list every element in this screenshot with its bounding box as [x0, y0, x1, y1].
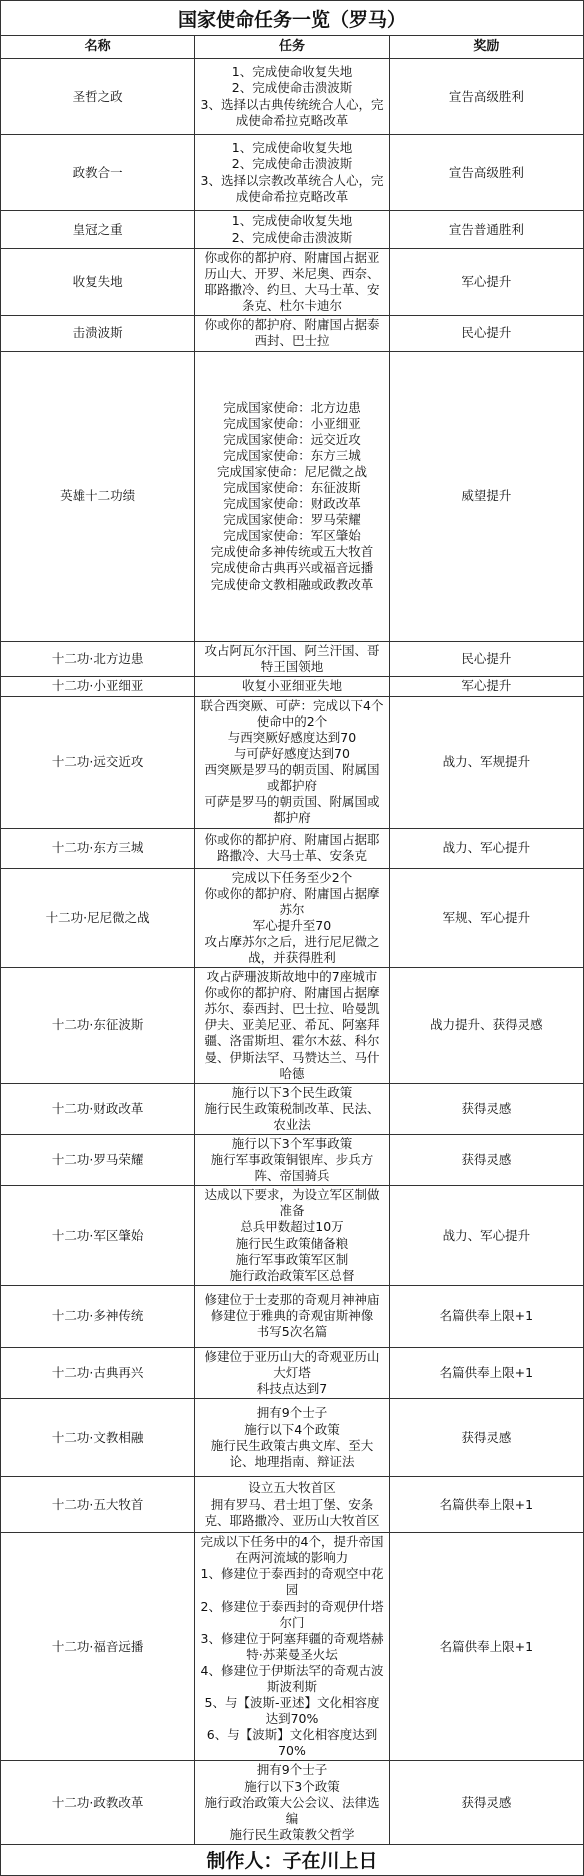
mission-task	[195, 1135, 389, 1186]
task-line: 可萨是罗马的朝贡国、附属国或都护府	[204, 794, 380, 826]
task-line: 完成使命文教相融或政教改革	[210, 576, 374, 592]
task-line: 完成国家使命：北方边患	[223, 399, 361, 415]
mission-reward: 获得灵感	[389, 1761, 583, 1844]
table-row	[1, 1399, 584, 1477]
mission-reward: 获得灵感	[389, 1399, 583, 1477]
task-line: 施行民生政策税制改革、民法、农业法	[204, 1100, 380, 1132]
table-row	[1, 828, 584, 868]
mission-reward: 宣告高级胜利	[389, 59, 583, 135]
task-line: 1、完成使命收复失地	[231, 213, 353, 229]
table-row	[1, 316, 584, 351]
mission-reward: 获得灵感	[389, 1135, 583, 1186]
table-row	[1, 1477, 584, 1533]
mission-name: 十二功·文教相融	[1, 1399, 195, 1477]
mission-name: 十二功·尼尼微之战	[1, 868, 195, 968]
mission-reward: 名篇供奉上限+1	[389, 1285, 583, 1347]
table-row	[1, 676, 584, 696]
mission-reward: 民心提升	[389, 316, 583, 351]
mission-reward: 名篇供奉上限+1	[389, 1533, 583, 1761]
task-line: 书写5次名篇	[256, 1324, 328, 1340]
mission-name: 圣哲之政	[1, 59, 195, 135]
mission-reward: 战力、军心提升	[389, 1186, 583, 1286]
task-line: 完成国家使命：东征波斯	[223, 479, 361, 495]
mission-name: 十二功·东征波斯	[1, 968, 195, 1084]
page-title: 国家使命任务一览（罗马）	[1, 1, 584, 36]
table-row	[1, 1186, 584, 1286]
title-row	[1, 1, 584, 36]
task-line: 修建位于士麦那的奇观月神神庙	[204, 1292, 380, 1308]
mission-task	[195, 1083, 389, 1134]
task-line: 设立五大牧首区	[248, 1480, 336, 1496]
mission-reward: 军心提升	[389, 676, 583, 696]
mission-name: 十二功·财政改革	[1, 1083, 195, 1134]
task-line: 收复小亚细亚失地	[241, 678, 342, 694]
mission-task	[195, 1347, 389, 1398]
mission-task	[195, 249, 389, 316]
task-line: 5、与【波斯-亚述】文化相容度达到70%	[204, 1695, 380, 1727]
mission-task	[195, 676, 389, 696]
mission-task	[195, 1285, 389, 1347]
table-row	[1, 968, 584, 1084]
task-line: 1、完成使命收复失地	[231, 64, 353, 80]
task-line: 完成国家使命：军区肇始	[223, 528, 361, 544]
mission-reward: 威望提升	[389, 351, 583, 641]
task-line: 3、修建位于阿塞拜疆的奇观塔赫特·苏莱曼圣火坛	[200, 1630, 384, 1662]
mission-name: 收复失地	[1, 249, 195, 316]
task-line: 完成国家使命：东方三城	[223, 447, 361, 463]
mission-task	[195, 1761, 389, 1844]
task-line: 2、完成使命击溃波斯	[231, 229, 353, 245]
task-line: 3、选择以古典传统统合人心，完成使命希拉克略改革	[200, 96, 384, 128]
table-row	[1, 249, 584, 316]
task-line: 施行以下3个军事政策	[231, 1136, 353, 1151]
task-line: 西突厥是罗马的朝贡国、附属国或都护府	[204, 762, 380, 794]
task-line: 施行以下3个政策	[244, 1778, 340, 1794]
table-row	[1, 211, 584, 249]
mission-reward: 战力、军心提升	[389, 828, 583, 868]
mission-task	[195, 868, 389, 968]
mission-task	[195, 135, 389, 211]
mission-name: 政教合一	[1, 135, 195, 211]
task-line: 与西突厥好感度达到70	[227, 729, 357, 745]
task-line: 施行民生政策教父哲学	[229, 1826, 355, 1842]
task-line: 完成以下任务中的4个，提升帝国在两河流域的影响力	[200, 1534, 384, 1566]
mission-name: 十二功·古典再兴	[1, 1347, 195, 1398]
mission-task	[195, 211, 389, 249]
task-line: 2、完成使命击溃波斯	[231, 156, 353, 172]
mission-name: 十二功·远交近攻	[1, 696, 195, 828]
task-line: 完成国家使命：小亚细亚	[223, 415, 361, 431]
task-line: 4、修建位于伊斯法罕的奇观古波斯波利斯	[200, 1662, 384, 1694]
task-line: 与可萨好感度达到70	[234, 746, 350, 762]
task-line: 拥有罗马、君士坦丁堡、安条克、耶路撒冷、亚历山大牧首区	[204, 1496, 380, 1528]
task-line: 完成国家使命：远交近攻	[223, 431, 361, 447]
task-line: 完成国家使命：尼尼微之战	[216, 463, 367, 479]
task-line: 你或你的都护府、附庸国占据耶路撒冷、大马士革、安条克	[204, 831, 380, 863]
header-task: 任务	[195, 36, 389, 59]
table-row	[1, 868, 584, 968]
mission-name: 十二功·小亚细亚	[1, 676, 195, 696]
table-row	[1, 1083, 584, 1134]
task-line: 完成使命多神传统或五大牧首	[210, 544, 374, 560]
task-line: 完成国家使命：罗马荣耀	[223, 512, 361, 528]
table-row	[1, 1135, 584, 1186]
mission-name: 十二功·五大牧首	[1, 1477, 195, 1533]
task-line: 修建位于雅典的奇观宙斯神像	[210, 1308, 374, 1324]
table-row	[1, 351, 584, 641]
task-line: 1、修建位于泰西封的奇观空中花园	[200, 1566, 384, 1598]
author-credit: 制作人：子在川上日	[1, 1844, 584, 1875]
task-line: 攻占摩苏尔之后，进行尼尼微之战，并获得胜利	[204, 933, 380, 965]
task-line: 施行民生政策储备粮	[235, 1235, 349, 1251]
task-line: 修建位于亚历山大的奇观亚历山大灯塔	[204, 1348, 380, 1380]
mission-reward: 战力、军规提升	[389, 696, 583, 828]
mission-task	[195, 1477, 389, 1533]
mission-name: 十二功·多神传统	[1, 1285, 195, 1347]
table-row	[1, 1533, 584, 1761]
table-row	[1, 1761, 584, 1844]
task-line: 攻占萨珊波斯故地中的7座城市	[206, 969, 378, 985]
mission-reward: 获得灵感	[389, 1083, 583, 1134]
mission-reward: 名篇供奉上限+1	[389, 1477, 583, 1533]
table-row	[1, 696, 584, 828]
mission-reward: 战力提升、获得灵感	[389, 968, 583, 1084]
mission-name: 十二功·北方边患	[1, 641, 195, 676]
task-line: 3、选择以宗教改革统合人心，完成使命希拉克略改革	[200, 172, 384, 204]
mission-task	[195, 968, 389, 1084]
task-line: 你或你的都护府、附庸国占据泰西封、巴士拉	[204, 317, 380, 349]
mission-name: 十二功·东方三城	[1, 828, 195, 868]
header-row	[1, 36, 584, 59]
mission-name: 十二功·福音远播	[1, 1533, 195, 1761]
mission-name: 十二功·军区肇始	[1, 1186, 195, 1286]
mission-name: 皇冠之重	[1, 211, 195, 249]
header-name: 名称	[1, 36, 195, 59]
task-line: 6、与【波斯】文化相容度达到70%	[206, 1727, 378, 1759]
task-line: 你或你的都护府、附庸国占据亚历山大、开罗、米尼奥、西奈、耶路撒冷、约旦、大马士革、安条克、杜尔卡迪尔	[204, 250, 380, 314]
mission-task	[195, 696, 389, 828]
mission-task	[195, 1533, 389, 1761]
task-line: 完成国家使命：财政改革	[223, 496, 361, 512]
task-line: 2、修建位于泰西封的奇观伊什塔尔门	[200, 1598, 384, 1630]
mission-task	[195, 1186, 389, 1286]
mission-task	[195, 59, 389, 135]
footer-row	[1, 1844, 584, 1875]
task-line: 军心提升至70	[252, 917, 332, 933]
task-line: 完成使命古典再兴或福音远播	[210, 560, 374, 576]
task-line: 联合西突厥、可萨：完成以下4个使命中的2个	[200, 697, 384, 729]
task-line: 1、完成使命收复失地	[231, 140, 353, 156]
mission-reward: 民心提升	[389, 641, 583, 676]
table-row	[1, 1347, 584, 1398]
task-line: 施行军事政策铜银库、步兵方阵、帝国骑兵	[210, 1152, 374, 1184]
task-line: 拥有9个士子	[256, 1762, 328, 1778]
task-line: 完成以下任务至少2个	[231, 869, 353, 885]
table-row	[1, 1285, 584, 1347]
mission-task	[195, 351, 389, 641]
mission-reward: 军规、军心提升	[389, 868, 583, 968]
mission-reward: 宣告高级胜利	[389, 135, 583, 211]
task-line: 施行民生政策古典文库、至大论、地理指南、辩证法	[210, 1437, 374, 1469]
task-line: 施行以下4个政策	[244, 1421, 340, 1437]
task-line: 你或你的都护府、附庸国占据摩苏尔、泰西封、巴士拉、哈曼凯伊夫、亚美尼亚、希瓦、阿塞拜疆、洛雷斯坦、霍尔木兹、科尔曼、伊斯法罕、马赞达兰、马什哈德	[204, 985, 380, 1081]
task-line: 施行以下3个民生政策	[231, 1084, 353, 1100]
task-line: 施行军事政策军区制	[235, 1251, 349, 1267]
header-reward: 奖励	[389, 36, 583, 59]
task-line: 攻占阿瓦尔汗国、阿兰汗国、哥特王国领地	[204, 642, 380, 674]
task-line: 科技点达到7	[256, 1381, 328, 1397]
task-line: 拥有9个士子	[256, 1405, 328, 1421]
mission-task	[195, 1399, 389, 1477]
table-row	[1, 135, 584, 211]
task-line: 达成以下要求，为设立军区制做准备	[204, 1187, 380, 1219]
mission-reward: 宣告普通胜利	[389, 211, 583, 249]
task-line: 你或你的都护府、附庸国占据摩苏尔	[204, 885, 380, 917]
table-row	[1, 59, 584, 135]
mission-name: 击溃波斯	[1, 316, 195, 351]
task-line: 施行政治政策大公会议、法律选编	[204, 1794, 380, 1826]
mission-name: 英雄十二功绩	[1, 351, 195, 641]
mission-name: 十二功·政教改革	[1, 1761, 195, 1844]
mission-task	[195, 316, 389, 351]
mission-task	[195, 828, 389, 868]
task-line: 总兵甲数超过10万	[240, 1219, 344, 1235]
table-row	[1, 641, 584, 676]
task-line: 施行政治政策军区总督	[229, 1267, 355, 1283]
task-line: 2、完成使命击溃波斯	[231, 80, 353, 96]
mission-reward: 军心提升	[389, 249, 583, 316]
mission-reward: 名篇供奉上限+1	[389, 1347, 583, 1398]
mission-task	[195, 641, 389, 676]
mission-name: 十二功·罗马荣耀	[1, 1135, 195, 1186]
